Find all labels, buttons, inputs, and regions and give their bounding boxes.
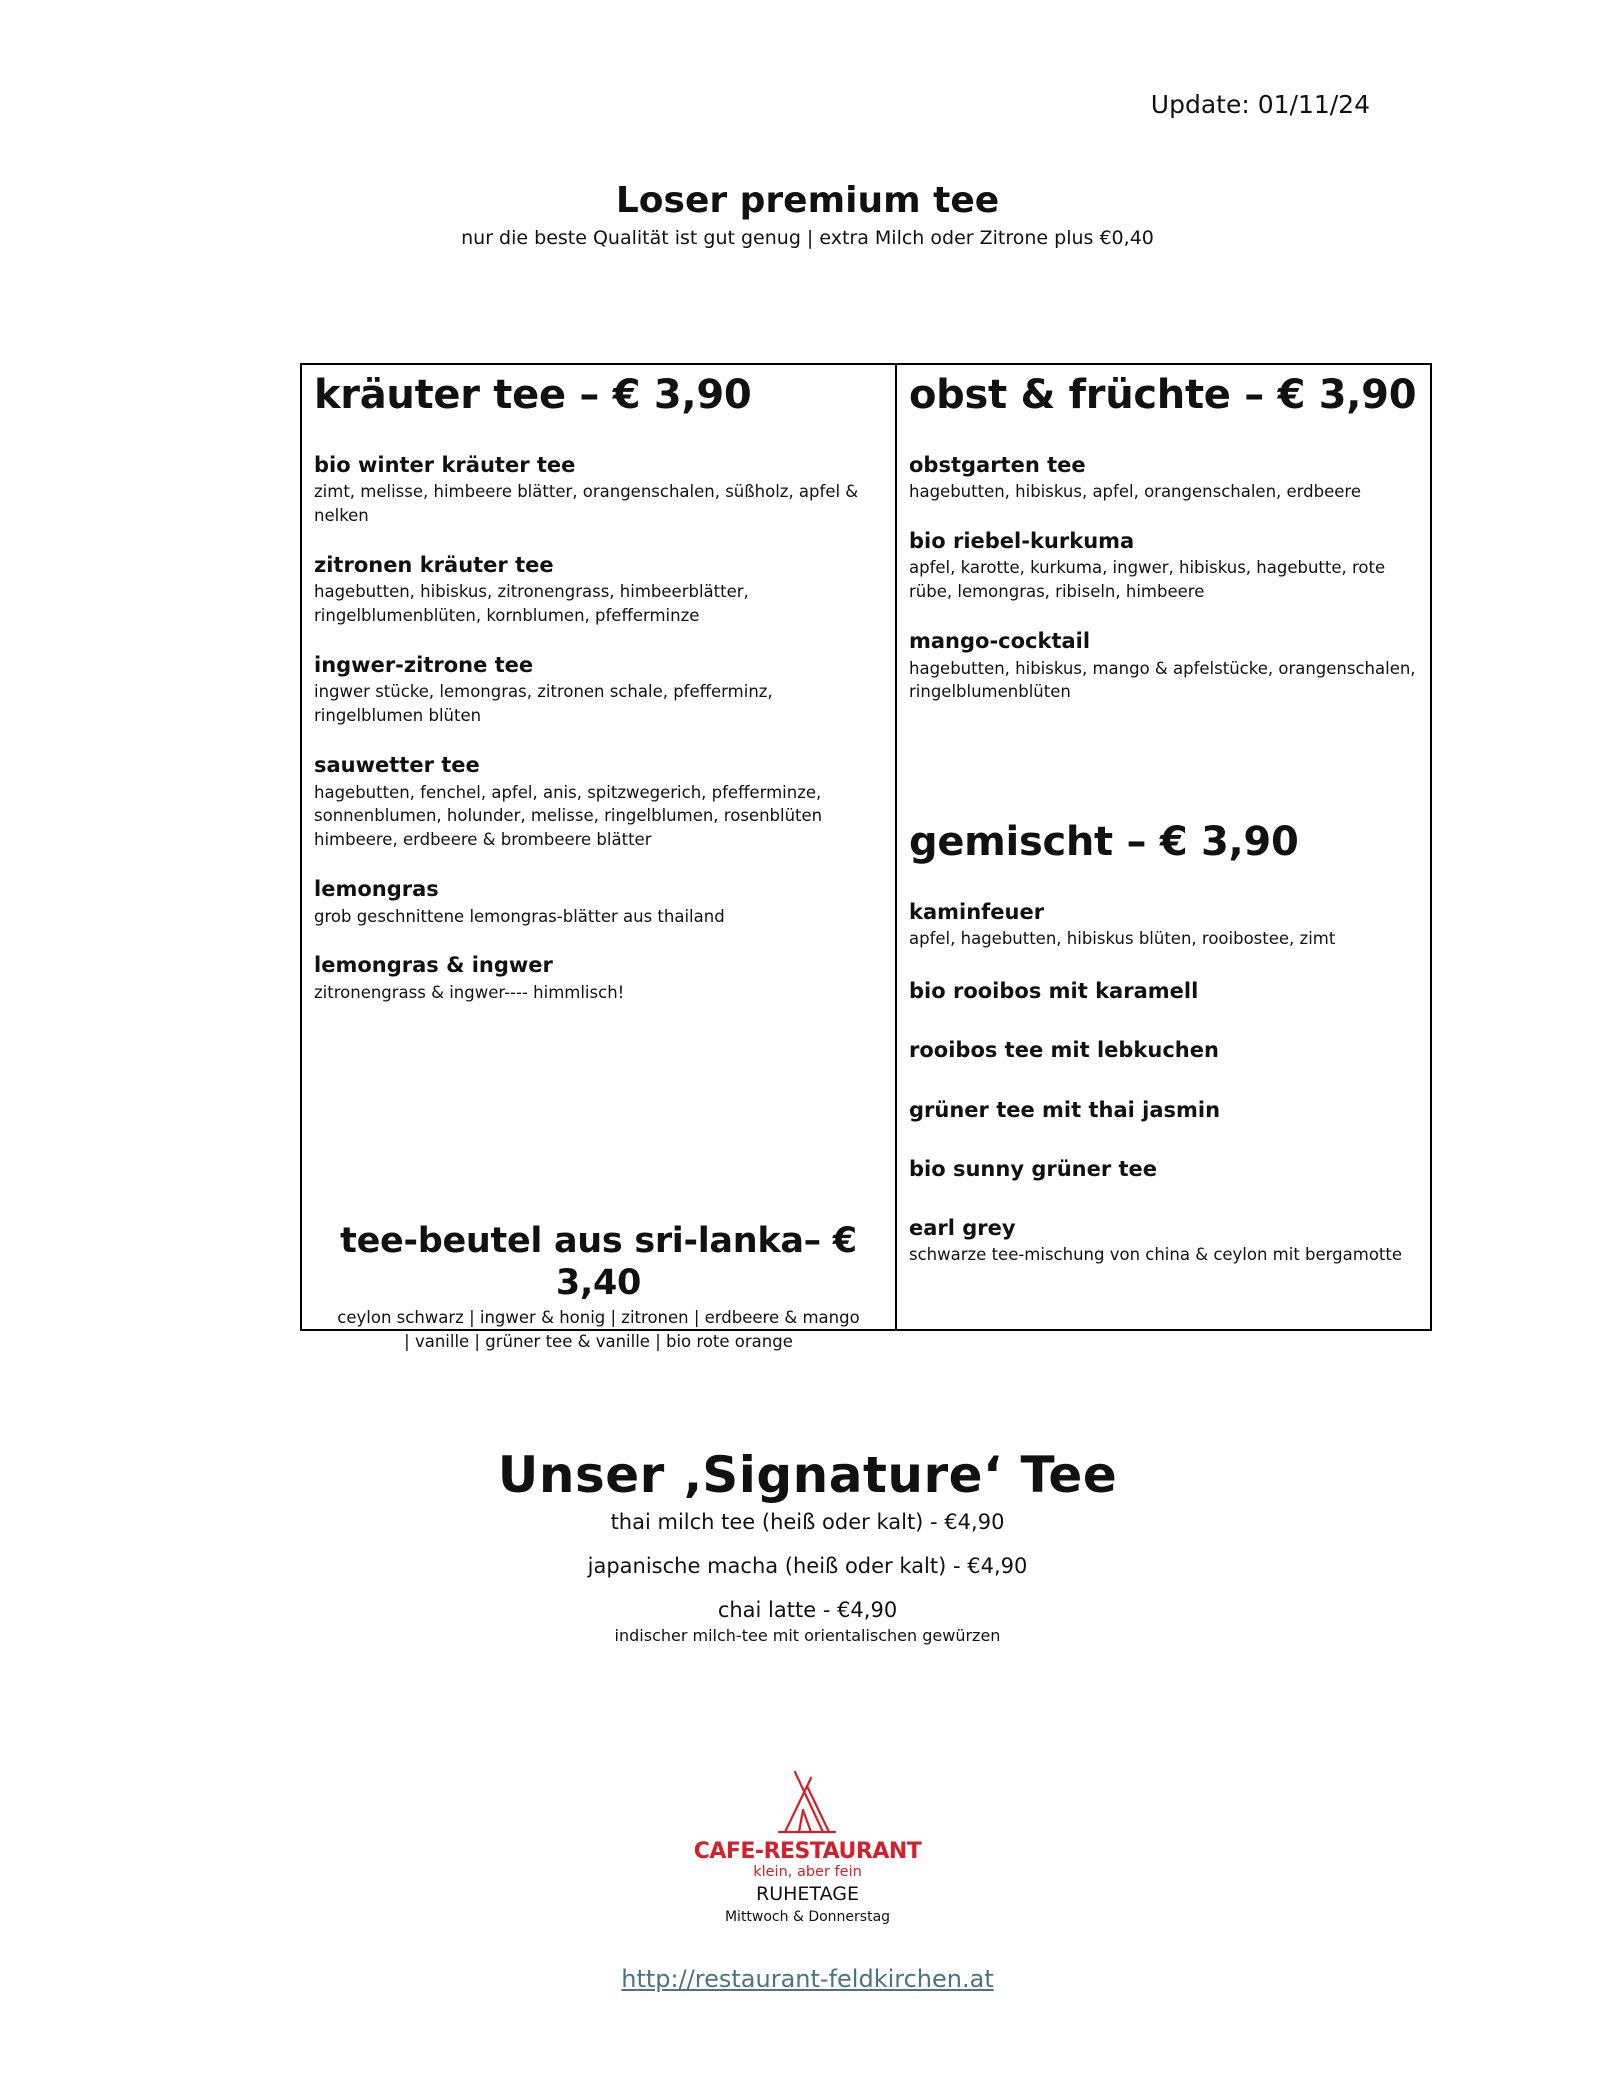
- page-subtitle: nur die beste Qualität ist gut genug | extra Milch oder Zitrone plus €0,40: [461, 227, 1154, 249]
- item-desc: apfel, hagebutten, hibiskus blüten, rooibostee, zimt: [909, 929, 1336, 949]
- signature-section: [0, 1446, 1615, 1645]
- tea-menu-table: [300, 363, 1432, 1351]
- update-date: Update: 01/11/24: [1150, 90, 1370, 119]
- list-item: [314, 652, 883, 728]
- item-desc: hagebutten, hibiskus, zitronengrass, himbeerblätter, ringelblumenblüten, kornblumen, pfefferminze: [314, 582, 749, 626]
- list-item: [909, 1215, 1418, 1267]
- item-desc: grob geschnittene lemongras-blätter aus thailand: [314, 906, 725, 926]
- item-desc: hagebutten, hibiskus, mango & apfelstücke, orangenschalen, ringelblumenblüten: [909, 658, 1416, 702]
- obst-heading: obst & früchte – € 3,90: [909, 372, 1417, 418]
- item-name: bio sunny grüner tee: [909, 1156, 1158, 1181]
- signature-item: thai milch tee (heiß oder kalt) - €4,90: [610, 1510, 1005, 1534]
- restaurant-logo: [0, 1770, 1615, 1925]
- item-name: ingwer-zitrone tee: [314, 653, 534, 678]
- list-item: [314, 952, 883, 1004]
- item-name: lemongras: [314, 877, 439, 902]
- menu-header: [0, 180, 1615, 249]
- item-desc: zimt, melisse, himbeere blätter, orangenschalen, süßholz, apfel & nelken: [314, 482, 859, 526]
- item-name: obstgarten tee: [909, 453, 1086, 477]
- signature-title: Unser ‚Signature‘ Tee: [497, 1446, 1118, 1504]
- item-name: sauwetter tee: [314, 753, 480, 778]
- tipi-icon: [773, 1770, 843, 1840]
- list-item: [314, 552, 883, 628]
- ruhetage-days: Mittwoch & Donnerstag: [724, 1908, 891, 1925]
- item-name: earl grey: [909, 1216, 1016, 1241]
- list-item: [314, 752, 883, 852]
- signature-item: japanische macha (heiß oder kalt) - €4,90: [587, 1554, 1028, 1579]
- website-link[interactable]: http://restaurant-feldkirchen.at: [621, 1965, 994, 1993]
- list-item: [909, 452, 1418, 504]
- item-desc: hagebutten, hibiskus, apfel, orangenschalen, erdbeere: [909, 482, 1361, 502]
- list-item: [909, 978, 1418, 1004]
- item-name: zitronen kräuter tee: [314, 553, 554, 578]
- list-item: [909, 1037, 1418, 1063]
- krauter-heading: kräuter tee – € 3,90: [314, 372, 752, 418]
- item-desc: hagebutten, fenchel, apfel, anis, spitzwegerich, pfefferminze, sonnenblumen, holunder, melisse, ringelblumen, rosenblüten himbeere, erdbeere & brombeere blätter: [314, 782, 823, 850]
- ruhetage-label: RUHETAGE: [756, 1882, 859, 1905]
- krauter-list: [314, 452, 883, 1029]
- item-desc: schwarze tee-mischung von china & ceylon mit bergamotte: [909, 1245, 1403, 1265]
- list-item: [314, 876, 883, 928]
- right-column: [897, 365, 1430, 1329]
- item-desc: zitronengrass & ingwer---- himmlisch!: [314, 982, 625, 1002]
- srilanka-section: [302, 1220, 895, 1354]
- signature-note: indischer milch-tee mit orientalischen gewürzen: [614, 1625, 1001, 1645]
- left-column: [302, 365, 897, 1351]
- list-item: [909, 528, 1418, 604]
- logo-name: CAFE-RESTAURANT: [693, 1839, 922, 1864]
- list-item: [909, 628, 1418, 704]
- gemischt-heading: gemischt – € 3,90: [909, 819, 1299, 865]
- item-name: rooibos tee mit lebkuchen: [909, 1038, 1219, 1063]
- list-item: [909, 1097, 1418, 1123]
- logo-tagline: klein, aber fein: [753, 1864, 862, 1881]
- item-name: bio rooibos mit karamell: [909, 979, 1199, 1004]
- list-item: [909, 1156, 1418, 1182]
- srilanka-heading: tee-beutel aus sri-lanka– € 3,40: [340, 1221, 857, 1303]
- gemischt-list: [909, 899, 1418, 1294]
- srilanka-desc: ceylon schwarz | ingwer & honig | zitronen | erdbeere & mango | vanille | grüner tee & vanille | bio rote orange: [337, 1308, 860, 1351]
- item-name: grüner tee mit thai jasmin: [909, 1097, 1221, 1122]
- signature-item: chai latte - €4,90: [717, 1598, 898, 1623]
- list-item: [909, 899, 1418, 951]
- item-name: mango-cocktail: [909, 629, 1091, 654]
- item-name: bio winter kräuter tee: [314, 453, 576, 477]
- item-name: lemongras & ingwer: [314, 953, 553, 978]
- obst-list: [909, 452, 1418, 728]
- item-desc: ingwer stücke, lemongras, zitronen schale, pfefferminz, ringelblumen blüten: [314, 682, 773, 726]
- website-link-wrapper: [0, 1965, 1615, 1993]
- item-desc: apfel, karotte, kurkuma, ingwer, hibiskus, hagebutte, rote rübe, lemongras, ribiseln, himbeere: [909, 558, 1386, 602]
- item-name: kaminfeuer: [909, 900, 1045, 924]
- page-title: Loser premium tee: [615, 180, 1000, 221]
- list-item: [314, 452, 883, 528]
- item-name: bio riebel-kurkuma: [909, 529, 1135, 554]
